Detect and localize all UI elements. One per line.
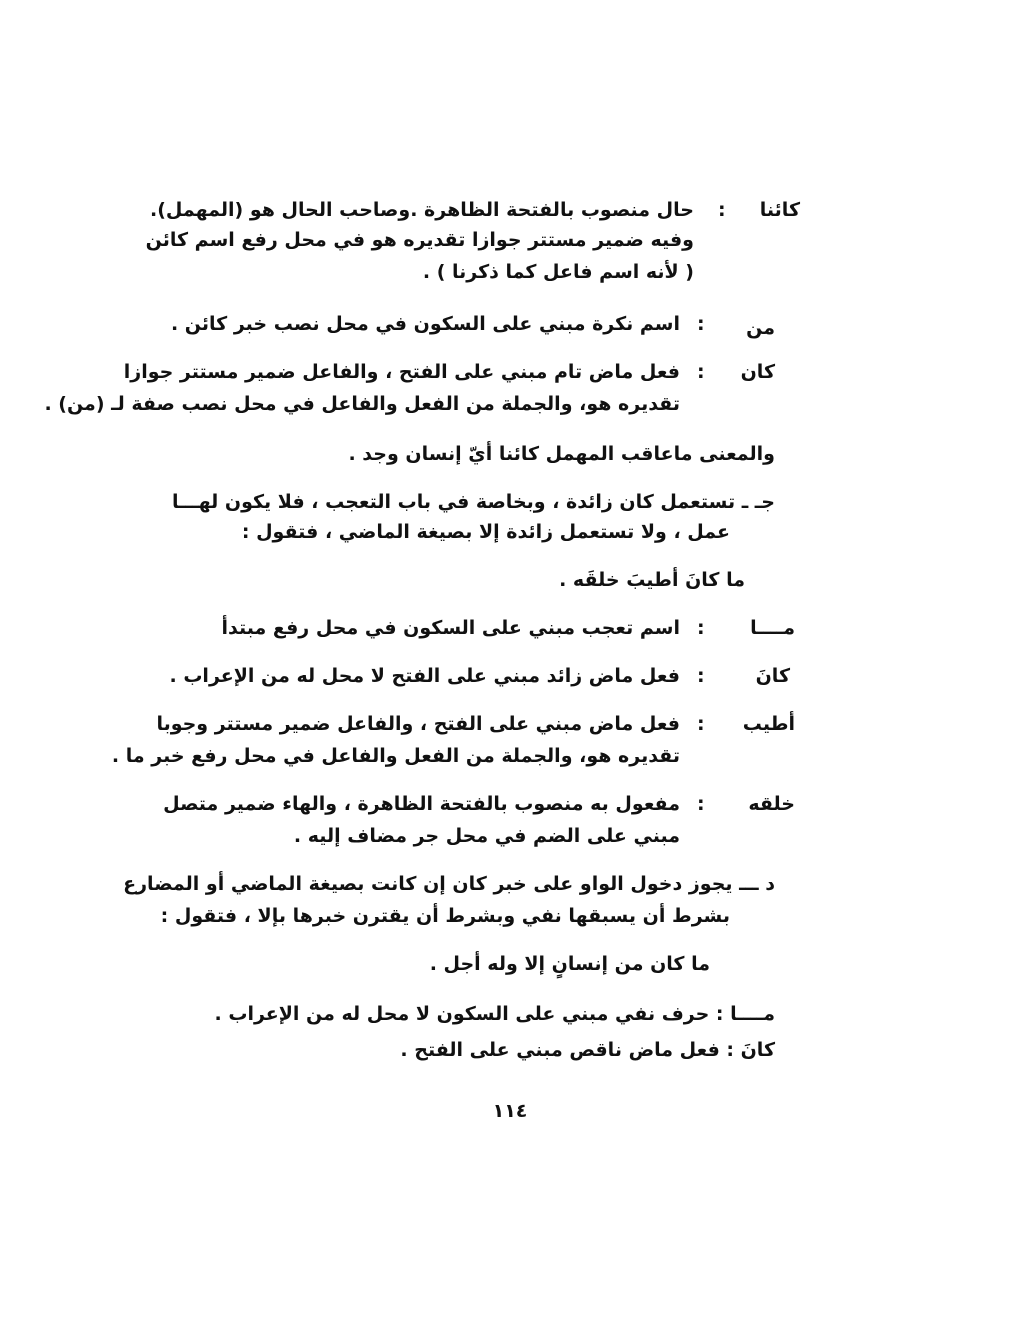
text-line: مبني على الضم في محل جر مضاف إليه . <box>293 825 680 847</box>
section-dal-line: د ـــ يجوز دخول الواو على خبر كان إن كانت بصيغة الماضي أو المضارع <box>123 873 775 895</box>
text-line: تقديره هو، والجملة من الفعل والفاعل في محل رفع خبر ما . <box>111 745 680 767</box>
example-sentence: ما كانَ أطيبَ خلقَه . <box>559 569 745 591</box>
term-atyab: أطيب <box>742 713 795 735</box>
colon: : <box>697 665 705 687</box>
colon: : <box>697 313 705 335</box>
section-dal-line: بشرط أن يسبقها نفي وبشرط أن يقترن خبرها بإلا ، فتقول : <box>160 905 730 927</box>
page-number: ١١٤ <box>492 1100 528 1122</box>
colon: : <box>697 793 705 815</box>
text-line: اسم تعجب مبني على السكون في محل رفع مبتدأ <box>221 617 680 639</box>
term-khulquh: خلقه <box>748 793 795 815</box>
term-kaana: كانَ <box>755 665 790 687</box>
colon: : <box>697 361 705 383</box>
term-maa: مــــا <box>750 617 795 639</box>
term-man: من <box>746 317 775 339</box>
text-line: فعل ماض تام مبني على الفتح ، والفاعل ضمير مستتر جوازا <box>123 361 680 383</box>
text-line: مفعول به منصوب بالفتحة الظاهرة ، والهاء ضمير متصل <box>163 793 680 815</box>
example-sentence: ما كان من إنسانٍ إلا وله أجل . <box>429 953 710 975</box>
section-jim-line: جـ ـ تستعمل كان زائدة ، وبخاصة في باب التعجب ، فلا يكون لهـــا <box>171 491 775 513</box>
text-line: كانَ : فعل ماض ناقص مبني على الفتح . <box>400 1039 775 1061</box>
text-line: مــــا : حرف نفي مبني على السكون لا محل له من الإعراب . <box>214 1003 775 1025</box>
text-line: فعل ماض مبني على الفتح ، والفاعل ضمير مستتر وجوبا <box>156 713 680 735</box>
colon: : <box>697 617 705 639</box>
text-line: وفيه ضمير مستتر جوازا تقديره هو في محل رفع اسم كائن <box>145 229 694 251</box>
text-line: تقديره هو، والجملة من الفعل والفاعل في محل نصب صفة لـ (من) . <box>44 393 680 415</box>
meaning-line: والمعنى ماعاقب المهمل كائنا أيّ إنسان وجد . <box>348 443 775 465</box>
text-line: ( لأنه اسم فاعل كما ذكرنا ) . <box>422 261 694 283</box>
text-line: اسم نكرة مبني على السكون في محل نصب خبر كائن . <box>170 313 680 335</box>
colon: : <box>697 713 705 735</box>
text-line: حال منصوب بالفتحة الظاهرة .وصاحب الحال هو (المهمل). <box>150 199 694 221</box>
term-kaana: كان <box>740 361 775 383</box>
section-jim-line: عمل ، ولا تستعمل زائدة إلا بصيغة الماضي ، فتقول : <box>241 521 730 543</box>
term-kaainan: كائنا <box>759 199 800 221</box>
text-line: فعل ماض زائد مبني على الفتح لا محل له من الإعراب . <box>169 665 680 687</box>
colon: : <box>718 199 726 221</box>
